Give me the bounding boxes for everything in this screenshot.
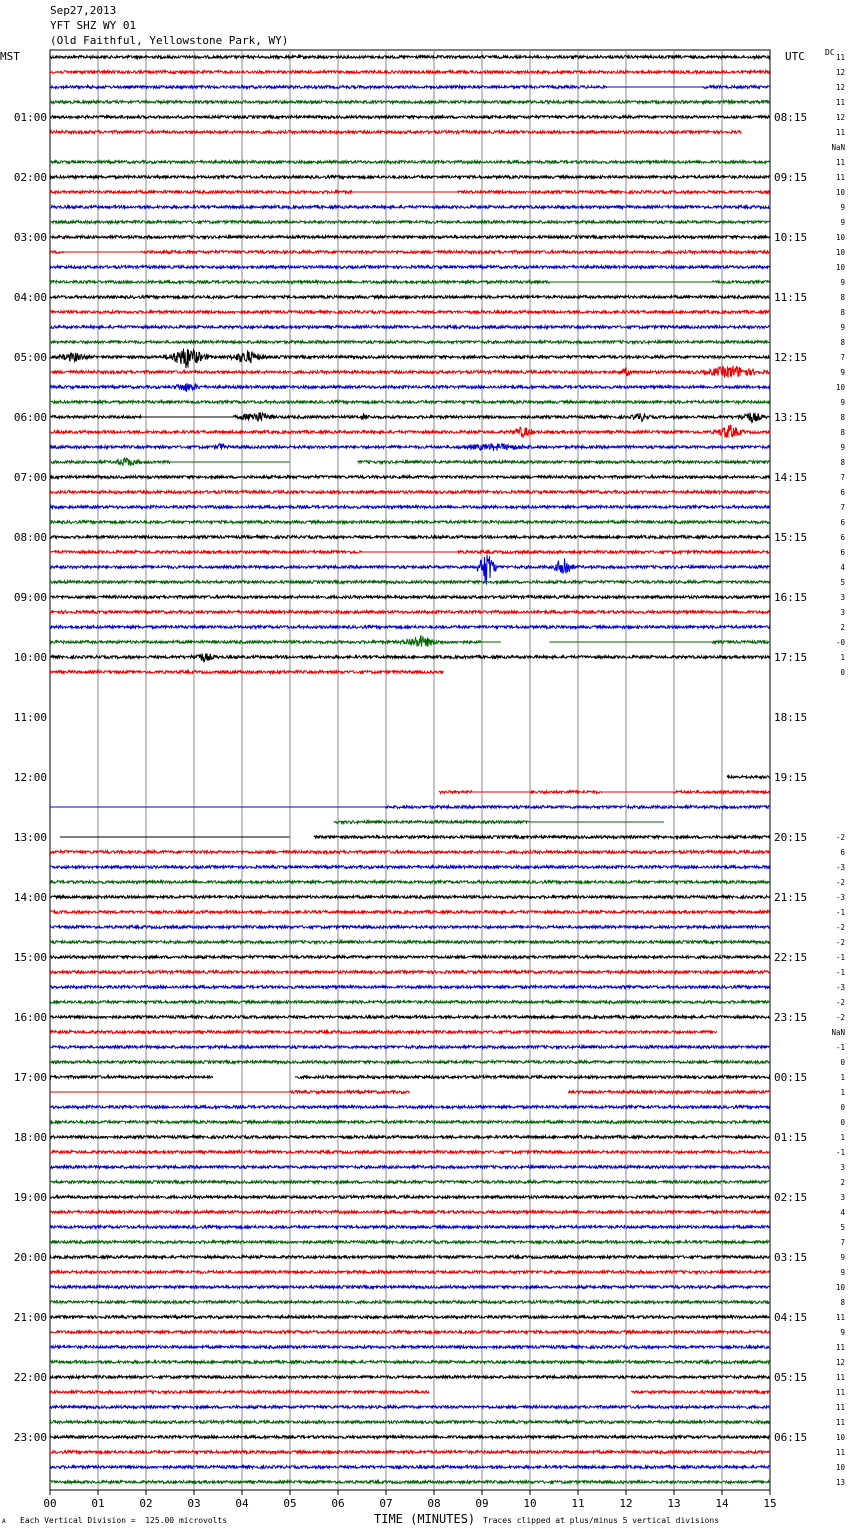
dc-offset-label: 8 [840, 413, 845, 422]
mst-hour-label: 11:00 [13, 711, 47, 724]
x-tick-label: 14 [715, 1497, 729, 1510]
trace-row [50, 506, 770, 509]
dc-offset-label: -1 [835, 1043, 845, 1052]
trace-row [50, 881, 770, 884]
dc-offset-label: 11 [835, 1403, 845, 1412]
dc-offset-label: 9 [840, 368, 845, 377]
trace-row [50, 71, 770, 74]
mst-hour-label: 10:00 [13, 651, 47, 664]
trace-row [50, 626, 770, 629]
utc-hour-label: 20:15 [774, 831, 808, 844]
dc-offset-label: 6 [840, 848, 845, 857]
dc-offset-label: -2 [835, 878, 845, 887]
dc-offset-label: 12 [835, 1358, 845, 1367]
trace-row [50, 443, 770, 451]
utc-hour-label: 06:15 [774, 1431, 808, 1444]
dc-offset-label: 11 [835, 173, 845, 182]
trace-row [50, 425, 770, 438]
mst-hour-label: 05:00 [13, 351, 47, 364]
trace-row [50, 1106, 770, 1109]
mst-hour-label: 15:00 [13, 951, 47, 964]
dc-offset-label: 7 [840, 353, 845, 362]
right-timezone-label: UTC [785, 50, 805, 63]
trace-row [60, 836, 770, 839]
mst-hour-label: 23:00 [13, 1431, 47, 1444]
trace-row [50, 653, 770, 661]
scale-note: Each Vertical Division = 125.00 microvolts [20, 1516, 228, 1525]
trace-row [50, 1211, 770, 1214]
dc-offset-label: 7 [840, 1238, 845, 1247]
trace-row [50, 1466, 770, 1469]
utc-hour-label: 22:15 [774, 951, 808, 964]
trace-row [50, 851, 770, 854]
dc-offset-header: DC [825, 48, 835, 57]
dc-offset-label: 11 [835, 1388, 845, 1397]
left-timezone-label: MST [0, 50, 20, 63]
dc-offset-label: 7 [840, 503, 845, 512]
trace-row [50, 866, 770, 869]
dc-offset-label: -1 [835, 908, 845, 917]
mst-hour-label: 01:00 [13, 111, 47, 124]
utc-hour-label: 19:15 [774, 771, 808, 784]
utc-hour-label: 03:15 [774, 1251, 808, 1264]
trace-row [50, 491, 770, 494]
dc-offset-label: -2 [835, 923, 845, 932]
x-tick-label: 15 [763, 1497, 777, 1510]
trace-row [50, 555, 770, 585]
trace-row [50, 251, 770, 254]
dc-offset-label: 1 [840, 653, 845, 662]
dc-offset-label: 0 [840, 1058, 845, 1067]
dc-offset-label: 10 [835, 248, 845, 257]
dc-offset-label: NaN [831, 1028, 845, 1037]
dc-offset-label: 9 [840, 1328, 845, 1337]
dc-offset-label: 9 [840, 398, 845, 407]
dc-offset-label: -3 [835, 983, 845, 992]
trace-row [50, 1361, 770, 1364]
dc-offset-label: 10 [835, 1283, 845, 1292]
trace-row [50, 1481, 770, 1484]
trace-row [50, 1241, 770, 1244]
mst-hour-label: 09:00 [13, 591, 47, 604]
dc-offset-label: 9 [840, 278, 845, 287]
dc-offset-label: NaN [831, 143, 845, 152]
mst-hour-label: 14:00 [13, 891, 47, 904]
x-tick-label: 09 [475, 1497, 489, 1510]
trace-row [50, 911, 770, 914]
dc-offset-label: 7 [840, 473, 845, 482]
dc-offset-label: 3 [840, 1163, 845, 1172]
dc-offset-label: 9 [840, 1253, 845, 1262]
dc-offset-label: 2 [840, 623, 845, 632]
trace-row [50, 1301, 770, 1304]
dc-offset-label: 6 [840, 533, 845, 542]
dc-offset-label: -2 [835, 1013, 845, 1022]
trace-row [50, 1346, 770, 1349]
mst-hour-label: 12:00 [13, 771, 47, 784]
dc-offset-label: 8 [840, 338, 845, 347]
x-tick-label: 00 [43, 1497, 57, 1510]
trace-row [50, 86, 770, 89]
dc-offset-label: -2 [835, 938, 845, 947]
dc-offset-label: -2 [835, 998, 845, 1007]
utc-hour-label: 10:15 [774, 231, 808, 244]
mst-hour-label: 03:00 [13, 231, 47, 244]
trace-row [50, 1271, 770, 1274]
utc-hour-label: 12:15 [774, 351, 808, 364]
trace-row [50, 349, 770, 369]
trace-row [50, 581, 770, 584]
utc-hour-label: 01:15 [774, 1131, 808, 1144]
dc-offset-label: 1 [840, 1088, 845, 1097]
dc-offset-label: 12 [835, 83, 845, 92]
trace-row [50, 1256, 770, 1259]
dc-offset-label: 5 [840, 578, 845, 587]
trace-row [50, 551, 770, 554]
trace-row [50, 281, 770, 284]
dc-offset-label: 4 [840, 563, 845, 572]
trace-row [50, 221, 770, 224]
mst-hour-label: 02:00 [13, 171, 47, 184]
trace-row [50, 476, 770, 479]
trace-row [50, 116, 770, 119]
dc-offset-label: 9 [840, 218, 845, 227]
trace-row [50, 1316, 770, 1319]
trace-row [50, 101, 770, 104]
dc-offset-label: -1 [835, 968, 845, 977]
dc-offset-label: 5 [840, 1223, 845, 1232]
utc-hour-label: 15:15 [774, 531, 808, 544]
header-station-location: (Old Faithful, Yellowstone Park, WY) [50, 34, 289, 47]
dc-offset-label: 11 [835, 98, 845, 107]
mst-hour-label: 04:00 [13, 291, 47, 304]
dc-offset-label: 6 [840, 488, 845, 497]
trace-row [50, 131, 770, 134]
x-tick-label: 03 [187, 1497, 201, 1510]
dc-offset-label: -1 [835, 1148, 845, 1157]
trace-row [50, 1406, 770, 1409]
utc-hour-label: 17:15 [774, 651, 808, 664]
dc-offset-label: 10 [835, 1463, 845, 1472]
mst-hour-label: 06:00 [13, 411, 47, 424]
trace-row [439, 791, 770, 794]
utc-hour-label: 04:15 [774, 1311, 808, 1324]
dc-offset-label: 3 [840, 608, 845, 617]
trace-row [50, 1181, 770, 1184]
x-tick-label: 05 [283, 1497, 297, 1510]
trace-row [50, 206, 770, 209]
dc-offset-label: 11 [835, 1418, 845, 1427]
utc-hour-label: 00:15 [774, 1071, 808, 1084]
trace-row [50, 971, 770, 974]
dc-offset-label: 9 [840, 323, 845, 332]
utc-hour-label: 05:15 [774, 1371, 808, 1384]
dc-offset-label: 11 [835, 158, 845, 167]
trace-row [50, 56, 770, 59]
trace-row [50, 341, 770, 344]
trace-row [50, 1421, 770, 1424]
header-station-date: Sep27,2013 [50, 4, 117, 17]
dc-offset-label: 1 [840, 1073, 845, 1082]
utc-hour-label: 16:15 [774, 591, 808, 604]
dc-offset-label: 0 [840, 1118, 845, 1127]
x-tick-label: 04 [235, 1497, 249, 1510]
trace-row [50, 1331, 770, 1334]
dc-offset-label: 11 [835, 1343, 845, 1352]
dc-offset-label: 11 [835, 1313, 845, 1322]
trace-row [50, 941, 770, 944]
dc-offset-label: 3 [840, 593, 845, 602]
trace-row [50, 1031, 770, 1034]
x-tick-label: 01 [91, 1497, 105, 1510]
dc-offset-label: 10 [835, 188, 845, 197]
mst-hour-label: 20:00 [13, 1251, 47, 1264]
trace-row [50, 412, 770, 422]
dc-offset-label: 8 [840, 293, 845, 302]
utc-hour-label: 11:15 [774, 291, 808, 304]
trace-row [50, 296, 770, 299]
x-axis-title: TIME (MINUTES) [374, 1512, 476, 1526]
trace-row [50, 1391, 770, 1394]
dc-offset-label: 12 [835, 68, 845, 77]
trace-row [50, 896, 770, 899]
dc-offset-label: 10 [835, 1433, 845, 1442]
trace-row [50, 1121, 770, 1124]
utc-hour-label: 09:15 [774, 171, 808, 184]
trace-row [50, 1226, 770, 1229]
dc-offset-label: 8 [840, 308, 845, 317]
dc-offset-label: 11 [835, 1448, 845, 1457]
trace-row [50, 1451, 770, 1454]
trace-row [50, 1436, 770, 1439]
utc-hour-label: 13:15 [774, 411, 808, 424]
mst-hour-label: 18:00 [13, 1131, 47, 1144]
trace-row [50, 611, 770, 614]
trace-row [50, 986, 770, 989]
dc-offset-label: -2 [835, 833, 845, 842]
trace-row [50, 236, 770, 239]
dc-offset-label: -3 [835, 863, 845, 872]
trace-row [50, 266, 770, 269]
trace-row [50, 1166, 770, 1169]
trace-row [334, 821, 771, 824]
x-tick-label: 13 [667, 1497, 681, 1510]
trace-row [50, 311, 770, 314]
trace-row [50, 1016, 770, 1019]
trace-row [50, 458, 770, 466]
trace-row [50, 1136, 770, 1139]
trace-row [50, 1046, 770, 1049]
dc-offset-label: -1 [835, 953, 845, 962]
trace-row [50, 191, 770, 194]
utc-hour-label: 23:15 [774, 1011, 808, 1024]
dc-offset-label: 8 [840, 458, 845, 467]
trace-row [50, 671, 770, 674]
utc-hour-label: 08:15 [774, 111, 808, 124]
trace-row [50, 176, 770, 179]
mst-hour-label: 13:00 [13, 831, 47, 844]
dc-offset-label: 12 [835, 113, 845, 122]
utc-hour-label: 21:15 [774, 891, 808, 904]
mst-hour-label: 17:00 [13, 1071, 47, 1084]
dc-offset-label: 4 [840, 1208, 845, 1217]
dc-offset-label: 10 [835, 383, 845, 392]
trace-row [50, 536, 770, 539]
utc-hour-label: 18:15 [774, 711, 808, 724]
dc-offset-label: 2 [840, 1178, 845, 1187]
mst-hour-label: 16:00 [13, 1011, 47, 1024]
dc-offset-label: 13 [835, 1478, 845, 1487]
footer-mark: A [2, 1518, 6, 1525]
utc-hour-label: 14:15 [774, 471, 808, 484]
trace-row [50, 806, 770, 809]
clip-note: Traces clipped at plus/minus 5 vertical divisions [483, 1516, 720, 1525]
dc-offset-label: 8 [840, 428, 845, 437]
dc-offset-label: -3 [835, 893, 845, 902]
trace-row [50, 1196, 770, 1199]
dc-offset-label: 11 [835, 1373, 845, 1382]
dc-offset-label: 0 [840, 668, 845, 677]
x-tick-label: 10 [523, 1497, 537, 1510]
trace-row [727, 776, 770, 779]
x-tick-label: 08 [427, 1497, 441, 1510]
trace-row [50, 1151, 770, 1154]
dc-offset-label: 11 [835, 53, 845, 62]
dc-offset-label: 10 [835, 263, 845, 272]
trace-row [50, 1376, 770, 1379]
trace-row [50, 1061, 770, 1064]
x-tick-label: 11 [571, 1497, 585, 1510]
mst-hour-label: 22:00 [13, 1371, 47, 1384]
dc-offset-label: 10 [835, 233, 845, 242]
dc-offset-label: 11 [835, 128, 845, 137]
trace-row [50, 956, 770, 959]
x-tick-label: 07 [379, 1497, 393, 1510]
dc-offset-label: 1 [840, 1133, 845, 1142]
dc-offset-label: 3 [840, 1193, 845, 1202]
trace-row [50, 636, 770, 647]
dc-offset-label: 6 [840, 518, 845, 527]
dc-offset-label: 9 [840, 203, 845, 212]
header-station-code: YFT SHZ WY 01 [50, 19, 137, 32]
trace-row [50, 1091, 770, 1094]
x-tick-label: 12 [619, 1497, 633, 1510]
trace-row [50, 596, 770, 599]
trace-row [50, 326, 770, 329]
dc-offset-label: 9 [840, 1268, 845, 1277]
mst-hour-label: 07:00 [13, 471, 47, 484]
x-tick-label: 06 [331, 1497, 345, 1510]
trace-row [50, 366, 770, 378]
dc-offset-label: -0 [835, 638, 845, 647]
trace-row [50, 383, 770, 391]
trace-row [50, 161, 770, 164]
mst-hour-label: 19:00 [13, 1191, 47, 1204]
dc-offset-label: 6 [840, 548, 845, 557]
trace-row [50, 1286, 770, 1289]
mst-hour-label: 21:00 [13, 1311, 47, 1324]
trace-row [50, 926, 770, 929]
trace-row [50, 401, 770, 404]
trace-row [50, 521, 770, 524]
dc-offset-label: 8 [840, 1298, 845, 1307]
mst-hour-label: 08:00 [13, 531, 47, 544]
dc-offset-label: 9 [840, 443, 845, 452]
dc-offset-label: 0 [840, 1103, 845, 1112]
trace-row [50, 1001, 770, 1004]
x-tick-label: 02 [139, 1497, 153, 1510]
utc-hour-label: 02:15 [774, 1191, 808, 1204]
trace-row [50, 1076, 770, 1079]
